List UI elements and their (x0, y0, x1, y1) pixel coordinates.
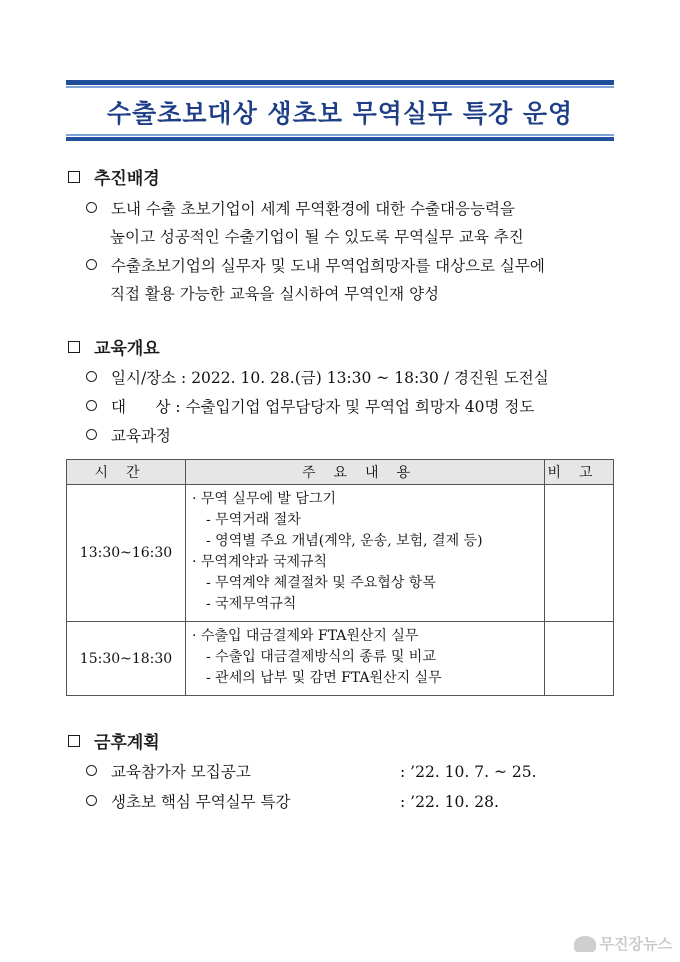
plan-item-lecture (86, 792, 291, 812)
overview-item-schedule (86, 368, 549, 388)
content-line: - 수출입 대금결제방식의 종류 및 비교 (206, 649, 436, 665)
row-note (545, 622, 614, 696)
content-line: · 무역 실무에 발 담그기 (192, 491, 336, 507)
bullet-background-1-cont (110, 227, 524, 247)
plan-date: : ’22. 10. 7. ~ 25. (400, 763, 537, 781)
square-bullet-icon (68, 171, 80, 183)
plan-date: : ’22. 10. 28. (400, 793, 499, 811)
square-bullet-icon (68, 341, 80, 353)
title-rule-bottom (66, 137, 614, 141)
title-rule-top (66, 80, 614, 85)
bullet-text: 수출초보기업의 실무자 및 도내 무역업희망자를 대상으로 실무에 (111, 257, 545, 275)
circle-bullet-icon (86, 202, 97, 213)
circle-bullet-icon (86, 259, 97, 270)
section-heading: 추진배경 (94, 169, 160, 189)
table-header-row (67, 460, 614, 485)
bullet-text: 높이고 성공적인 수출기업이 될 수 있도록 무역실무 교육 추진 (110, 228, 524, 246)
row-content (186, 622, 545, 696)
section-plan-heading (66, 728, 160, 753)
watermark-text: 무진장뉴스 (599, 935, 672, 953)
content-line: - 관세의 납부 및 감면 FTA원산지 실무 (206, 670, 442, 686)
content-line: · 수출입 대금결제와 FTA원산지 실무 (192, 628, 419, 644)
overview-item-target (86, 397, 534, 417)
title-banner (66, 80, 614, 141)
header-note: 비고 (545, 460, 614, 485)
page-title: 수출초보대상 생초보 무역실무 특강 운영 (106, 99, 574, 128)
plan-label: 교육참가자 모집공고 (111, 763, 251, 781)
watermark (574, 933, 672, 954)
content-line: - 무역거래 절차 (206, 512, 301, 528)
section-heading: 교육개요 (94, 339, 160, 359)
row-time: 15:30~18:30 (67, 622, 186, 696)
circle-bullet-icon (86, 400, 97, 411)
row-content (186, 485, 545, 622)
circle-bullet-icon (86, 795, 97, 806)
content-line: - 영역별 주요 개념(계약, 운송, 보험, 결제 등) (206, 533, 483, 549)
circle-bullet-icon (86, 429, 97, 440)
overview-text: 교육과정 (111, 427, 171, 445)
content-line: · 무역계약과 국제규칙 (192, 554, 328, 570)
header-content: 주요내용 (186, 460, 545, 485)
table-row (67, 485, 614, 622)
square-bullet-icon (68, 735, 80, 747)
title-rule-bottom-thin (66, 134, 614, 136)
section-heading: 금후계획 (94, 733, 160, 753)
bullet-background-2-cont (110, 284, 439, 304)
watermark-logo-icon (574, 936, 596, 952)
circle-bullet-icon (86, 765, 97, 776)
plan-label: 생초보 핵심 무역실무 특강 (111, 793, 291, 811)
row-note (545, 485, 614, 622)
section-background-heading (66, 164, 160, 189)
section-overview-heading (66, 334, 160, 359)
bullet-background-1 (86, 199, 515, 219)
plan-item-recruit (86, 762, 251, 782)
bullet-text: 직접 활용 가능한 교육을 실시하여 무역인재 양성 (110, 285, 440, 303)
bullet-background-2 (86, 256, 545, 276)
overview-text: 일시/장소 : 2022. 10. 28.(금) 13:30 ~ 18:30 / 경진원 도전실 (111, 369, 549, 387)
circle-bullet-icon (86, 371, 97, 382)
content-line: - 국제무역규칙 (206, 596, 297, 612)
course-schedule-table (66, 459, 614, 696)
bullet-text: 도내 수출 초보기업이 세계 무역환경에 대한 수출대응능력을 (111, 200, 515, 218)
row-time: 13:30~16:30 (67, 485, 186, 622)
header-time: 시간 (67, 460, 186, 485)
overview-item-course (86, 426, 171, 446)
table-row (67, 622, 614, 696)
overview-text: 대 상 : 수출입기업 업무담당자 및 무역업 희망자 40명 정도 (111, 398, 535, 416)
content-line: - 무역계약 체결절차 및 주요협상 항목 (206, 575, 436, 591)
